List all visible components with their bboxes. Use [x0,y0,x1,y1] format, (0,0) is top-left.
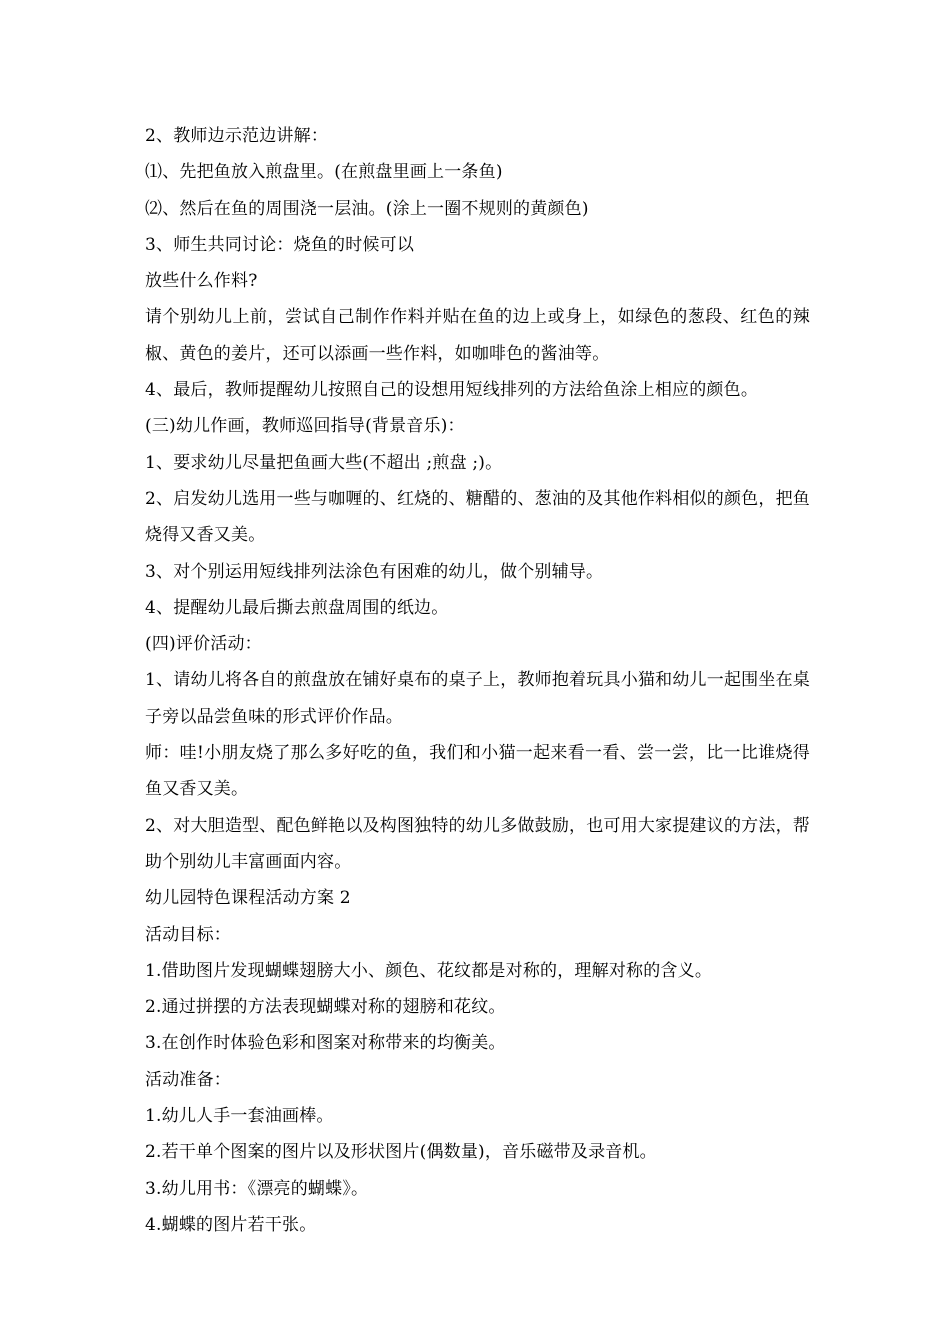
plan-title-2: 幼儿园特色课程活动方案 2 [145,888,351,909]
paragraph-drawing-3: 3、对个别运用短线排列法涂色有困难的幼儿，做个别辅导。 [145,561,604,582]
paragraph-goal-2: 2.通过拼摆的方法表现蝴蝶对称的翅膀和花纹。 [145,997,506,1018]
paragraph-step-4-coloring: 4、最后，教师提醒幼儿按照自己的设想用短线排列的方法给鱼涂上相应的颜色。 [145,380,759,401]
section-heading-goals: 活动目标： [145,924,231,945]
paragraph-substep-2: ⑵、然后在鱼的周围浇一层油。(涂上一圈不规则的黄颜色) [145,198,589,219]
paragraph-prep-3: 3.幼儿用书：《漂亮的蝴蝶》。 [145,1178,369,1199]
paragraph-seasoning-activity: 请个别幼儿上前，尝试自己制作作料并贴在鱼的边上或身上，如绿色的葱段、红色的辣椒、黄色的姜片，还可以添画一些作料，如咖啡色的酱油等。 [145,307,810,364]
paragraph-evaluation-2: 2、对大胆造型、配色鲜艳以及构图独特的幼儿多做鼓励，也可用大家提建议的方法，帮助个别幼儿丰富画面内容。 [145,815,810,872]
paragraph-drawing-2: 2、启发幼儿选用一些与咖喱的、红烧的、糖醋的、葱油的及其他作料相似的颜色，把鱼烧得又香又美。 [145,488,810,546]
paragraph-step-2-demo: 2、教师边示范边讲解： [145,126,329,146]
paragraph-drawing-1: 1、要求幼儿尽量把鱼画大些(不超出 ;煎盘 ;)。 [145,452,503,473]
paragraph-goal-1: 1.借助图片发现蝴蝶翅膀大小、颜色、花纹都是对称的，理解对称的含义。 [145,960,713,981]
paragraph-prep-4: 4.蝴蝶的图片若干张。 [145,1214,317,1235]
paragraph-drawing-4: 4、提醒幼儿最后撕去煎盘周围的纸边。 [145,597,449,618]
section-heading-drawing: (三)幼儿作画，教师巡回指导(背景音乐)： [145,416,465,437]
section-heading-evaluation: (四)评价活动： [145,634,262,655]
paragraph-goal-3: 3.在创作时体验色彩和图案对称带来的均衡美。 [145,1033,506,1054]
paragraph-discussion-question: 放些什么作料? [145,271,258,292]
paragraph-substep-1: ⑴、先把鱼放入煎盘里。(在煎盘里画上一条鱼) [145,162,503,183]
paragraph-step-3-discussion: 3、师生共同讨论：烧鱼的时候可以 [145,234,415,255]
section-heading-preparation: 活动准备： [145,1069,231,1090]
paragraph-prep-2: 2.若干单个图案的图片以及形状图片(偶数量)，音乐磁带及录音机。 [145,1142,657,1163]
paragraph-prep-1: 1.幼儿人手一套油画棒。 [145,1106,334,1127]
paragraph-evaluation-1: 1、请幼儿将各自的煎盘放在铺好桌布的桌子上，教师抱着玩具小猫和幼儿一起围坐在桌子旁以品尝鱼味的形式评价作品。 [145,670,810,727]
paragraph-teacher-speech: 师：哇!小朋友烧了那么多好吃的鱼，我们和小猫一起来看一看、尝一尝，比一比谁烧得鱼又香又美。 [145,743,810,800]
document-body [145,118,810,1243]
